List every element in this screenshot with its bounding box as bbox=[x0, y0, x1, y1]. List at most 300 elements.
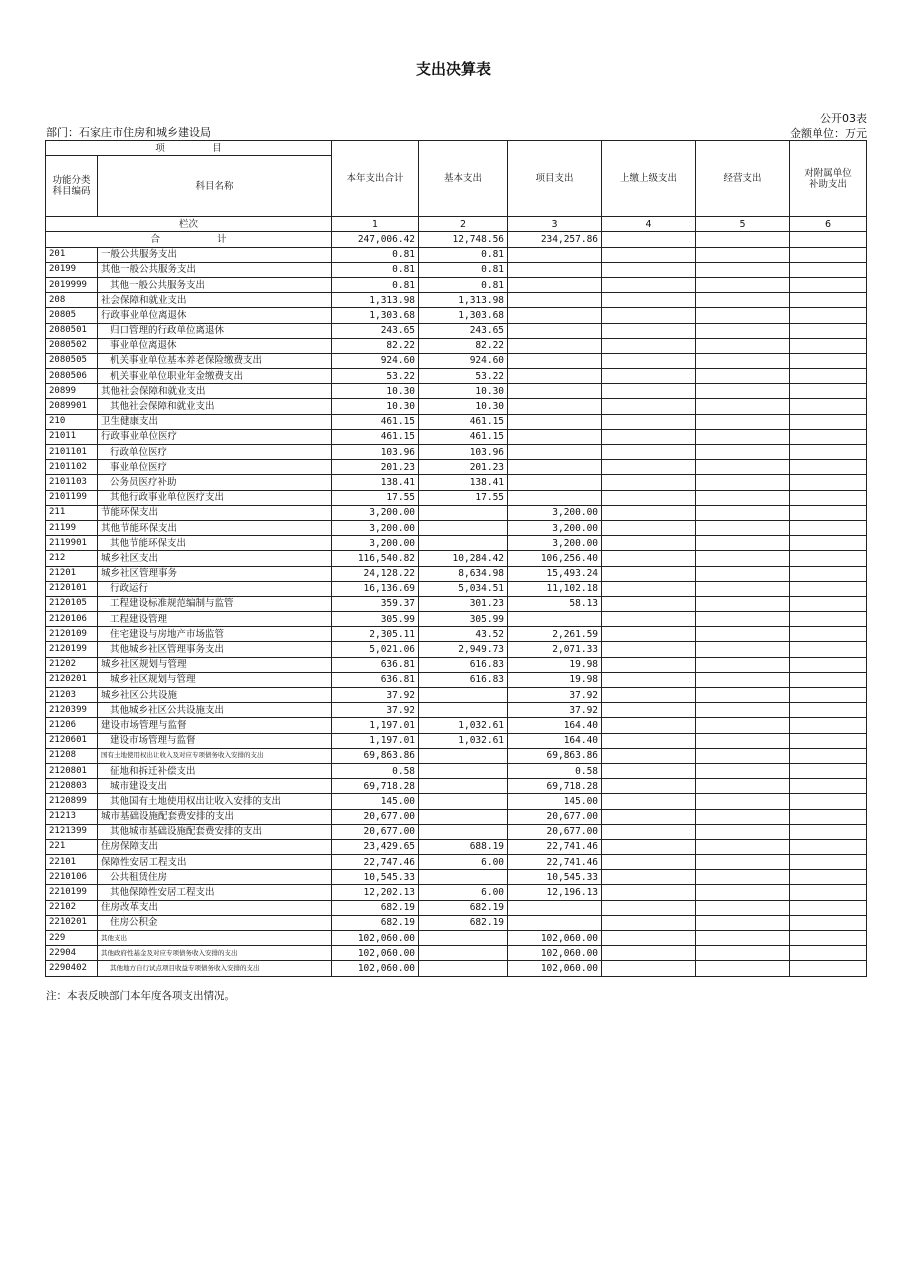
row-value-5 bbox=[696, 596, 790, 611]
row-code: 201 bbox=[46, 247, 98, 262]
row-value-2: 0.81 bbox=[419, 262, 508, 277]
row-value-2: 688.19 bbox=[419, 839, 508, 854]
row-value-4 bbox=[602, 642, 696, 657]
row-value-2: 10.30 bbox=[419, 384, 508, 399]
row-value-5 bbox=[696, 277, 790, 292]
row-value-4 bbox=[602, 460, 696, 475]
row-value-4 bbox=[602, 323, 696, 338]
row-value-1: 243.65 bbox=[332, 323, 419, 338]
row-name: 工程建设管理 bbox=[98, 612, 332, 627]
table-row bbox=[46, 672, 867, 687]
row-value-4 bbox=[602, 369, 696, 384]
row-value-1: 0.81 bbox=[332, 277, 419, 292]
row-name: 城乡社区公共设施 bbox=[98, 688, 332, 703]
row-value-5 bbox=[696, 946, 790, 961]
row-value-1: 82.22 bbox=[332, 338, 419, 353]
row-name: 住房公积金 bbox=[98, 915, 332, 930]
row-value-2: 6.00 bbox=[419, 855, 508, 870]
row-value-6 bbox=[790, 475, 867, 490]
row-value-6 bbox=[790, 596, 867, 611]
row-value-1: 116,540.82 bbox=[332, 551, 419, 566]
row-value-4 bbox=[602, 520, 696, 535]
row-value-1: 5,021.06 bbox=[332, 642, 419, 657]
row-value-4 bbox=[602, 384, 696, 399]
row-value-3 bbox=[508, 429, 602, 444]
table-row bbox=[46, 429, 867, 444]
row-value-5 bbox=[696, 779, 790, 794]
row-value-1: 20,677.00 bbox=[332, 824, 419, 839]
row-value-1: 22,747.46 bbox=[332, 855, 419, 870]
row-code: 2120399 bbox=[46, 703, 98, 718]
row-code: 229 bbox=[46, 931, 98, 946]
table-row bbox=[46, 961, 867, 976]
row-value-5 bbox=[696, 900, 790, 915]
row-value-4 bbox=[602, 627, 696, 642]
row-value-5 bbox=[696, 460, 790, 475]
row-value-4 bbox=[602, 536, 696, 551]
row-value-6 bbox=[790, 536, 867, 551]
department-label: 部门：石家庄市住房和城乡建设局 bbox=[46, 126, 211, 139]
table-row bbox=[46, 779, 867, 794]
row-code: 22904 bbox=[46, 946, 98, 961]
table-row bbox=[46, 308, 867, 323]
table-row bbox=[46, 703, 867, 718]
row-value-4 bbox=[602, 748, 696, 763]
row-value-2: 1,303.68 bbox=[419, 308, 508, 323]
row-value-4 bbox=[602, 596, 696, 611]
table-row bbox=[46, 733, 867, 748]
row-value-4 bbox=[602, 277, 696, 292]
row-name: 行政事业单位离退休 bbox=[98, 308, 332, 323]
row-value-3 bbox=[508, 414, 602, 429]
row-value-6 bbox=[790, 293, 867, 308]
row-value-1: 3,200.00 bbox=[332, 505, 419, 520]
header-item: 项 目 bbox=[46, 141, 332, 156]
row-value-4 bbox=[602, 733, 696, 748]
row-value-2: 616.83 bbox=[419, 672, 508, 687]
row-name: 其他支出 bbox=[98, 931, 332, 946]
row-code: 21199 bbox=[46, 520, 98, 535]
row-code: 2089901 bbox=[46, 399, 98, 414]
table-row bbox=[46, 566, 867, 581]
row-value-5 bbox=[696, 855, 790, 870]
row-code: 21206 bbox=[46, 718, 98, 733]
table-row bbox=[46, 946, 867, 961]
table-row bbox=[46, 536, 867, 551]
row-value-3 bbox=[508, 247, 602, 262]
row-value-2: 301.23 bbox=[419, 596, 508, 611]
row-value-6 bbox=[790, 763, 867, 778]
table-row bbox=[46, 748, 867, 763]
row-name: 建设市场管理与监督 bbox=[98, 718, 332, 733]
row-code: 2119901 bbox=[46, 536, 98, 551]
row-value-1: 924.60 bbox=[332, 353, 419, 368]
row-value-3 bbox=[508, 490, 602, 505]
row-value-1: 53.22 bbox=[332, 369, 419, 384]
row-code: 22102 bbox=[46, 900, 98, 915]
row-code: 2290402 bbox=[46, 961, 98, 976]
row-value-3: 106,256.40 bbox=[508, 551, 602, 566]
row-value-2: 682.19 bbox=[419, 900, 508, 915]
row-value-3: 3,200.00 bbox=[508, 536, 602, 551]
row-value-3: 22,741.46 bbox=[508, 839, 602, 854]
row-name: 一般公共服务支出 bbox=[98, 247, 332, 262]
row-value-2 bbox=[419, 794, 508, 809]
row-code: 210 bbox=[46, 414, 98, 429]
row-value-1: 12,202.13 bbox=[332, 885, 419, 900]
row-name: 公务员医疗补助 bbox=[98, 475, 332, 490]
table-row bbox=[46, 794, 867, 809]
row-value-6 bbox=[790, 900, 867, 915]
row-code: 2120109 bbox=[46, 627, 98, 642]
row-value-1: 103.96 bbox=[332, 445, 419, 460]
row-value-4 bbox=[602, 353, 696, 368]
row-code: 20899 bbox=[46, 384, 98, 399]
row-value-1: 102,060.00 bbox=[332, 961, 419, 976]
row-value-4 bbox=[602, 551, 696, 566]
row-value-5 bbox=[696, 642, 790, 657]
row-value-6 bbox=[790, 961, 867, 976]
row-value-2: 82.22 bbox=[419, 338, 508, 353]
row-code: 21213 bbox=[46, 809, 98, 824]
row-name: 其他城市基础设施配套费安排的支出 bbox=[98, 824, 332, 839]
table-row bbox=[46, 931, 867, 946]
table-row bbox=[46, 490, 867, 505]
row-value-4 bbox=[602, 946, 696, 961]
row-value-3: 102,060.00 bbox=[508, 946, 602, 961]
row-value-4 bbox=[602, 566, 696, 581]
row-value-5 bbox=[696, 262, 790, 277]
row-value-1: 10.30 bbox=[332, 399, 419, 414]
row-value-3: 22,741.46 bbox=[508, 855, 602, 870]
row-value-2 bbox=[419, 779, 508, 794]
row-value-2: 924.60 bbox=[419, 353, 508, 368]
row-code: 2080505 bbox=[46, 353, 98, 368]
row-value-6 bbox=[790, 460, 867, 475]
row-code: 2101101 bbox=[46, 445, 98, 460]
row-value-6 bbox=[790, 612, 867, 627]
row-value-5 bbox=[696, 384, 790, 399]
table-row bbox=[46, 505, 867, 520]
row-value-5 bbox=[696, 536, 790, 551]
row-value-1: 23,429.65 bbox=[332, 839, 419, 854]
row-value-5 bbox=[696, 688, 790, 703]
row-value-5 bbox=[696, 353, 790, 368]
index-3: 3 bbox=[508, 217, 602, 232]
row-value-4 bbox=[602, 931, 696, 946]
row-value-6 bbox=[790, 657, 867, 672]
row-value-6 bbox=[790, 566, 867, 581]
row-value-2: 243.65 bbox=[419, 323, 508, 338]
table-row bbox=[46, 596, 867, 611]
row-value-2: 6.00 bbox=[419, 885, 508, 900]
row-value-3 bbox=[508, 612, 602, 627]
row-value-6 bbox=[790, 703, 867, 718]
row-name: 事业单位离退休 bbox=[98, 338, 332, 353]
row-value-6 bbox=[790, 627, 867, 642]
row-value-2: 201.23 bbox=[419, 460, 508, 475]
table-row bbox=[46, 718, 867, 733]
index-2: 2 bbox=[419, 217, 508, 232]
row-value-2 bbox=[419, 520, 508, 535]
row-value-6 bbox=[790, 338, 867, 353]
row-code: 2101103 bbox=[46, 475, 98, 490]
row-value-6 bbox=[790, 247, 867, 262]
table-row bbox=[46, 293, 867, 308]
row-value-5 bbox=[696, 520, 790, 535]
row-value-4 bbox=[602, 505, 696, 520]
row-name: 其他城乡社区管理事务支出 bbox=[98, 642, 332, 657]
total-label: 合 计 bbox=[46, 232, 332, 247]
row-value-2: 616.83 bbox=[419, 657, 508, 672]
row-value-1: 102,060.00 bbox=[332, 946, 419, 961]
row-value-1: 10.30 bbox=[332, 384, 419, 399]
row-code: 2120101 bbox=[46, 581, 98, 596]
row-value-2 bbox=[419, 763, 508, 778]
table-row bbox=[46, 581, 867, 596]
table-row bbox=[46, 915, 867, 930]
table-row bbox=[46, 657, 867, 672]
row-value-1: 0.58 bbox=[332, 763, 419, 778]
row-value-2: 43.52 bbox=[419, 627, 508, 642]
table-number: 公开03表 bbox=[820, 112, 867, 125]
header-col-3: 项目支出 bbox=[508, 141, 602, 217]
header-col-6: 对附属单位 补助支出 bbox=[790, 141, 867, 217]
row-value-5 bbox=[696, 763, 790, 778]
row-value-3: 12,196.13 bbox=[508, 885, 602, 900]
row-value-3: 0.58 bbox=[508, 763, 602, 778]
row-value-5 bbox=[696, 338, 790, 353]
table-row bbox=[46, 369, 867, 384]
row-name: 归口管理的行政单位离退休 bbox=[98, 323, 332, 338]
table-row bbox=[46, 839, 867, 854]
table-row bbox=[46, 612, 867, 627]
row-value-4 bbox=[602, 657, 696, 672]
index-1: 1 bbox=[332, 217, 419, 232]
row-value-4 bbox=[602, 779, 696, 794]
row-value-1: 359.37 bbox=[332, 596, 419, 611]
table-row bbox=[46, 475, 867, 490]
table-row bbox=[46, 353, 867, 368]
row-value-1: 682.19 bbox=[332, 900, 419, 915]
row-name: 机关事业单位职业年金缴费支出 bbox=[98, 369, 332, 384]
row-value-4 bbox=[602, 293, 696, 308]
row-value-2: 1,032.61 bbox=[419, 733, 508, 748]
row-value-2 bbox=[419, 505, 508, 520]
row-name: 卫生健康支出 bbox=[98, 414, 332, 429]
table-row bbox=[46, 763, 867, 778]
row-code: 2101102 bbox=[46, 460, 98, 475]
row-code: 2120601 bbox=[46, 733, 98, 748]
row-value-5 bbox=[696, 399, 790, 414]
row-value-3: 37.92 bbox=[508, 688, 602, 703]
row-value-3: 3,200.00 bbox=[508, 520, 602, 535]
row-name: 公共租赁住房 bbox=[98, 870, 332, 885]
row-value-5 bbox=[696, 809, 790, 824]
row-value-2: 103.96 bbox=[419, 445, 508, 460]
row-value-6 bbox=[790, 855, 867, 870]
row-code: 20199 bbox=[46, 262, 98, 277]
table-row bbox=[46, 399, 867, 414]
row-code: 2120899 bbox=[46, 794, 98, 809]
row-value-1: 461.15 bbox=[332, 414, 419, 429]
row-name: 住宅建设与房地产市场监管 bbox=[98, 627, 332, 642]
row-value-5 bbox=[696, 885, 790, 900]
row-code: 2121399 bbox=[46, 824, 98, 839]
row-value-5 bbox=[696, 581, 790, 596]
row-value-5 bbox=[696, 323, 790, 338]
row-value-6 bbox=[790, 870, 867, 885]
row-value-6 bbox=[790, 399, 867, 414]
row-value-3 bbox=[508, 262, 602, 277]
table-row bbox=[46, 627, 867, 642]
row-code: 2101199 bbox=[46, 490, 98, 505]
table-row bbox=[46, 870, 867, 885]
row-value-2: 461.15 bbox=[419, 414, 508, 429]
row-value-4 bbox=[602, 429, 696, 444]
row-value-3: 102,060.00 bbox=[508, 931, 602, 946]
row-name: 机关事业单位基本养老保险缴费支出 bbox=[98, 353, 332, 368]
index-6: 6 bbox=[790, 217, 867, 232]
row-value-5 bbox=[696, 566, 790, 581]
row-value-3: 20,677.00 bbox=[508, 824, 602, 839]
row-code: 211 bbox=[46, 505, 98, 520]
row-code: 2120803 bbox=[46, 779, 98, 794]
row-value-2: 138.41 bbox=[419, 475, 508, 490]
row-value-5 bbox=[696, 794, 790, 809]
row-value-4 bbox=[602, 763, 696, 778]
row-code: 22101 bbox=[46, 855, 98, 870]
row-value-6 bbox=[790, 748, 867, 763]
row-code: 2120801 bbox=[46, 763, 98, 778]
row-code: 2120106 bbox=[46, 612, 98, 627]
row-value-3: 145.00 bbox=[508, 794, 602, 809]
row-value-5 bbox=[696, 505, 790, 520]
row-value-3 bbox=[508, 900, 602, 915]
row-value-2 bbox=[419, 961, 508, 976]
table-row bbox=[46, 277, 867, 292]
row-value-3: 19.98 bbox=[508, 672, 602, 687]
row-value-3 bbox=[508, 399, 602, 414]
row-value-3: 37.92 bbox=[508, 703, 602, 718]
row-value-4 bbox=[602, 399, 696, 414]
header-name: 科目名称 bbox=[98, 156, 332, 217]
row-value-3: 10,545.33 bbox=[508, 870, 602, 885]
row-value-5 bbox=[696, 733, 790, 748]
row-name: 建设市场管理与监督 bbox=[98, 733, 332, 748]
expenditure-table bbox=[45, 140, 867, 977]
row-value-4 bbox=[602, 445, 696, 460]
page-title: 支出决算表 bbox=[415, 60, 491, 78]
row-value-5 bbox=[696, 429, 790, 444]
row-value-2 bbox=[419, 931, 508, 946]
row-value-6 bbox=[790, 323, 867, 338]
row-value-4 bbox=[602, 718, 696, 733]
row-value-6 bbox=[790, 809, 867, 824]
row-name: 其他一般公共服务支出 bbox=[98, 262, 332, 277]
row-value-4 bbox=[602, 688, 696, 703]
row-value-6 bbox=[790, 308, 867, 323]
row-value-4 bbox=[602, 961, 696, 976]
row-value-4 bbox=[602, 612, 696, 627]
total-value-6 bbox=[790, 232, 867, 247]
row-value-1: 69,863.86 bbox=[332, 748, 419, 763]
row-value-2 bbox=[419, 870, 508, 885]
row-name: 城乡社区管理事务 bbox=[98, 566, 332, 581]
row-value-2 bbox=[419, 748, 508, 763]
row-value-4 bbox=[602, 900, 696, 915]
row-value-1: 3,200.00 bbox=[332, 536, 419, 551]
row-value-6 bbox=[790, 551, 867, 566]
row-code: 208 bbox=[46, 293, 98, 308]
amount-unit-label: 金额单位：万元 bbox=[790, 127, 867, 140]
row-value-6 bbox=[790, 839, 867, 854]
row-value-4 bbox=[602, 262, 696, 277]
row-name: 社会保障和就业支出 bbox=[98, 293, 332, 308]
table-row bbox=[46, 338, 867, 353]
row-value-2 bbox=[419, 946, 508, 961]
row-value-6 bbox=[790, 824, 867, 839]
row-value-5 bbox=[696, 672, 790, 687]
row-value-5 bbox=[696, 475, 790, 490]
header-col-4: 上缴上级支出 bbox=[602, 141, 696, 217]
row-value-2: 2,949.73 bbox=[419, 642, 508, 657]
table-row bbox=[46, 824, 867, 839]
row-name: 其他政府性基金及对应专项债务收入安排的支出 bbox=[98, 946, 332, 961]
row-name: 城市基础设施配套费安排的支出 bbox=[98, 809, 332, 824]
row-value-2 bbox=[419, 536, 508, 551]
row-value-5 bbox=[696, 824, 790, 839]
row-value-6 bbox=[790, 794, 867, 809]
row-value-6 bbox=[790, 672, 867, 687]
row-value-4 bbox=[602, 809, 696, 824]
row-value-1: 682.19 bbox=[332, 915, 419, 930]
row-name: 其他节能环保支出 bbox=[98, 536, 332, 551]
row-code: 2120201 bbox=[46, 672, 98, 687]
row-value-5 bbox=[696, 414, 790, 429]
row-value-1: 0.81 bbox=[332, 262, 419, 277]
row-value-1: 37.92 bbox=[332, 688, 419, 703]
row-value-3 bbox=[508, 353, 602, 368]
row-value-5 bbox=[696, 445, 790, 460]
index-5: 5 bbox=[696, 217, 790, 232]
index-label: 栏次 bbox=[46, 217, 332, 232]
row-value-6 bbox=[790, 733, 867, 748]
row-value-4 bbox=[602, 703, 696, 718]
row-code: 212 bbox=[46, 551, 98, 566]
row-value-2: 5,034.51 bbox=[419, 581, 508, 596]
table-row bbox=[46, 460, 867, 475]
row-name: 行政运行 bbox=[98, 581, 332, 596]
row-value-2: 0.81 bbox=[419, 277, 508, 292]
row-name: 其他城乡社区公共设施支出 bbox=[98, 703, 332, 718]
row-value-1: 138.41 bbox=[332, 475, 419, 490]
row-value-2 bbox=[419, 824, 508, 839]
row-name: 节能环保支出 bbox=[98, 505, 332, 520]
row-value-4 bbox=[602, 672, 696, 687]
row-code: 2210201 bbox=[46, 915, 98, 930]
footnote: 注：本表反映部门本年度各项支出情况。 bbox=[46, 990, 235, 1002]
row-code: 2120199 bbox=[46, 642, 98, 657]
row-value-6 bbox=[790, 642, 867, 657]
row-value-4 bbox=[602, 885, 696, 900]
row-value-4 bbox=[602, 414, 696, 429]
row-value-2: 10.30 bbox=[419, 399, 508, 414]
table-row bbox=[46, 885, 867, 900]
row-value-1: 2,305.11 bbox=[332, 627, 419, 642]
row-value-3: 15,493.24 bbox=[508, 566, 602, 581]
table-row bbox=[46, 809, 867, 824]
